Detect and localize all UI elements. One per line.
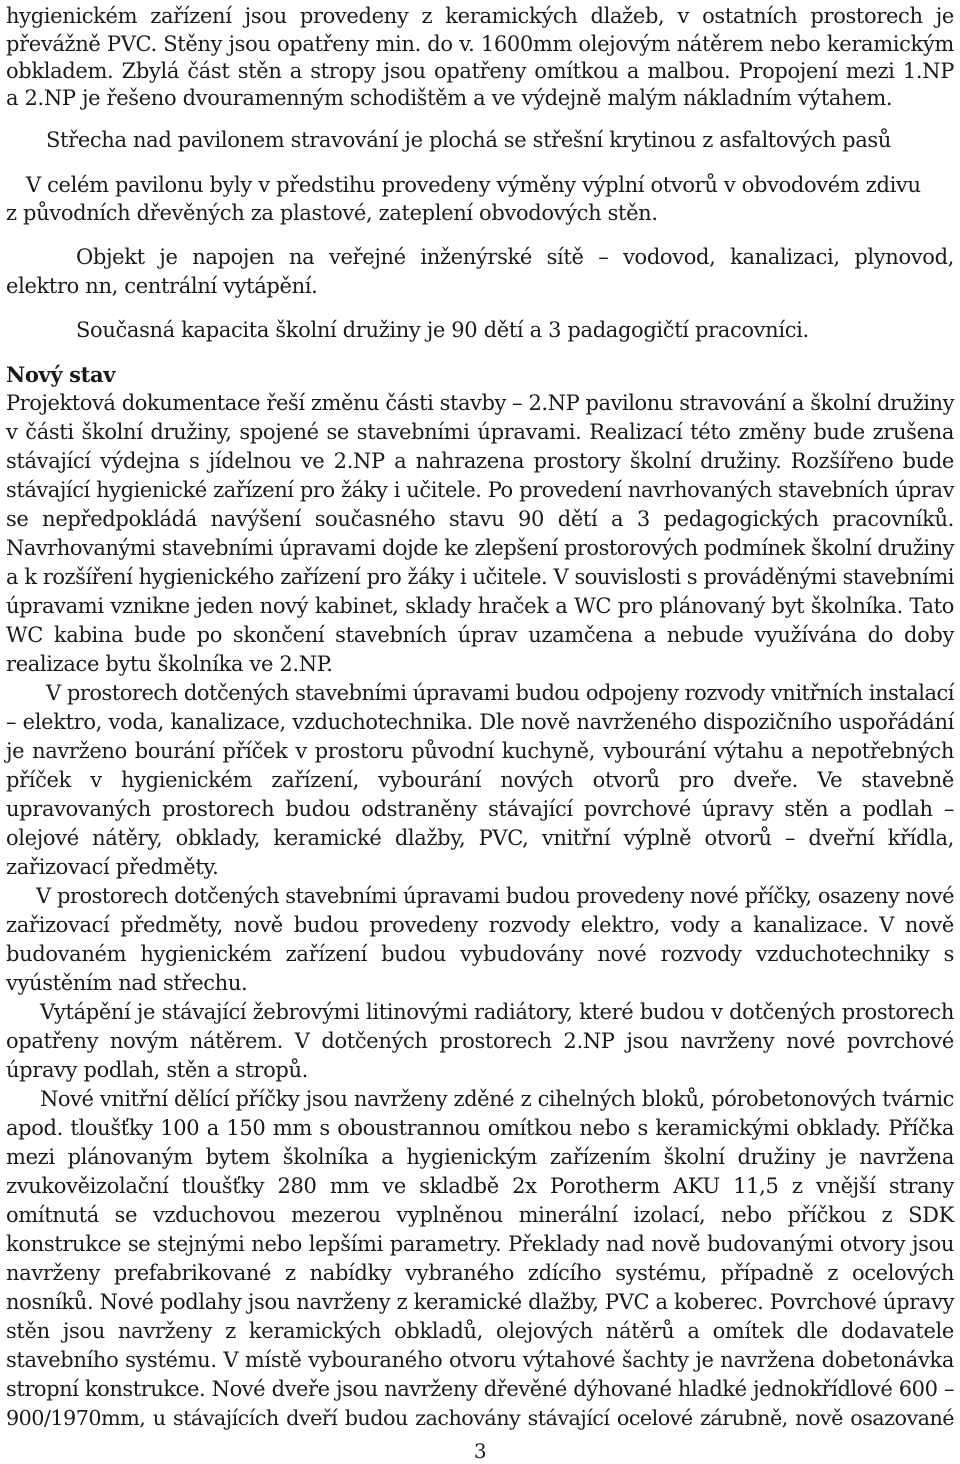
body-text-line: elektro nn, centrální vytápění. <box>6 274 318 298</box>
body-text-line: – elektro, voda, kanalizace, vzduchotechnika. Dle nově navrženého dispozičního uspořádání <box>6 710 954 734</box>
body-text-line: úpravy podlah, stěn a stropů. <box>6 1058 308 1082</box>
body-text-line: z původních dřevěných za plastové, zateplení obvodových stěn. <box>6 201 658 225</box>
body-text-line: Nové vnitřní dělící příčky jsou navrženy zděné z cihelných bloků, pórobetonových tvárnic <box>40 1087 954 1111</box>
body-text-line: V celém pavilonu byly v předstihu provedeny výměny výplní otvorů v obvodovém zdivu <box>26 173 921 197</box>
body-text-line: nosníků. Nové podlahy jsou navrženy z keramické dlažby, PVC a koberec. Povrchové úpravy <box>6 1290 955 1314</box>
body-text-line: V prostorech dotčených stavebními úpravami budou odpojeny rozvody vnitřních instalací <box>46 681 954 705</box>
body-text-line: stávající výdejna s jídelnou ve 2.NP a nahrazena prostory školní družiny. Rozšířeno bude <box>6 449 954 473</box>
body-text-line: Střecha nad pavilonem stravování je plochá se střešní krytinou z asfaltových pasů <box>46 128 891 152</box>
page-number: 3 <box>473 1439 487 1463</box>
body-text-line: Současná kapacita školní družiny je 90 dětí a 3 padagogičtí pracovníci. <box>76 318 809 342</box>
body-text-line: obkladem. Zbylá část stěn a stropy jsou opatřeny omítkou a malbou. Propojení mezi 1.NP <box>6 59 954 83</box>
section-heading: Nový stav <box>6 362 116 387</box>
body-text-line: omítnutá se vzduchovou mezerou vyplněnou minerální izolací, nebo příčkou z SDK <box>6 1203 954 1227</box>
body-text-line: je navrženo bourání příček v prostoru původní kuchyně, vybourání výtahu a nepotřebných <box>6 739 954 763</box>
body-text-line: stropní konstrukce. Nové dveře jsou navrženy dřevěné dýhované hladké jednokřídlové 600 – <box>6 1377 954 1401</box>
body-text-line: vyústěním nad střechu. <box>6 971 248 995</box>
body-text-line: 900/1970mm, u stávajících dveří budou zachovány stávající ocelové zárubně, nově osazované <box>6 1406 954 1430</box>
body-text-line: zařizovací předměty. <box>6 855 219 879</box>
body-text-line: zařizovací předměty, nově budou provedeny rozvody elektro, vody a kanalizace. V nově <box>6 913 954 937</box>
body-text-line: stěn jsou navrženy z keramických obkladů, olejových nátěrů a omítek dle dodavatele <box>6 1319 954 1343</box>
body-text-line: Objekt je napojen na veřejné inženýrské sítě – vodovod, kanalizaci, plynovod, <box>76 245 954 269</box>
body-text-line: stavebního systému. V místě vybouraného otvoru výtahové šachty je navržena dobetonávka <box>6 1348 954 1372</box>
body-text-line: Navrhovanými stavebními úpravami dojde ke zlepšení prostorových podmínek školní družiny <box>6 536 954 560</box>
body-text-line: v části školní družiny, spojené se stavebními úpravami. Realizací této změny bude zrušena <box>6 420 954 444</box>
body-text-line: Vytápění je stávající žebrovými litinovými radiátory, které budou v dotčených prostorech <box>40 1000 954 1024</box>
body-text-line: navrženy prefabrikované z nabídky vybraného zdícího systému, případně z ocelových <box>6 1261 954 1285</box>
body-text-line: se nepředpokládá navýšení současného stavu 90 dětí a 3 pedagogických pracovníků. <box>6 507 954 531</box>
body-text-line: mezi plánovaným bytem školníka a hygienickým zařízením školní družiny je navržena <box>6 1145 954 1169</box>
body-text-line: realizace bytu školníka ve 2.NP. <box>6 652 333 676</box>
body-text-line: úpravami vznikne jeden nový kabinet, sklady hraček a WC pro plánovaný byt školníka. Tato <box>6 594 954 618</box>
body-text-line: stávající hygienické zařízení pro žáky i učitele. Po provedení navrhovaných stavebních úprav <box>6 478 954 502</box>
body-text-line: WC kabina bude po skončení stavebních úprav uzamčena a nebude využívána do doby <box>6 623 954 647</box>
body-text-line: V prostorech dotčených stavebními úpravami budou provedeny nové příčky, osazeny nové <box>36 884 954 908</box>
body-text-line: hygienickém zařízení jsou provedeny z keramických dlažeb, v ostatních prostorech je <box>6 4 954 28</box>
body-text-line: konstrukce se stejnými nebo lepšími parametry. Překlady nad nově budovanými otvory jsou <box>6 1232 954 1256</box>
body-text-line: budovaném hygienickém zařízení budou vybudovány nové rozvody vzduchotechniky s <box>6 942 954 966</box>
body-text-line: apod. tloušťky 100 a 150 mm s oboustrannou omítkou nebo s keramickými obklady. Příčka <box>6 1116 954 1140</box>
body-text-line: převážně PVC. Stěny jsou opatřeny min. do v. 1600mm olejovým nátěrem nebo keramickým <box>6 32 954 56</box>
body-text-line: olejové nátěry, obklady, keramické dlažby, PVC, vnitřní výplně otvorů – dveřní křídla, <box>6 826 954 850</box>
body-text-line: opatřeny novým nátěrem. V dotčených prostorech 2.NP jsou navrženy nové povrchové <box>6 1029 954 1053</box>
body-text-line: zvukověizolační tloušťky 280 mm ve skladbě 2x Porotherm AKU 11,5 z vnější strany <box>6 1174 954 1198</box>
body-text-line: Projektová dokumentace řeší změnu části stavby – 2.NP pavilonu stravování a školní družiny <box>6 391 954 415</box>
body-text-line: a k rozšíření hygienického zařízení pro žáky i učitele. V souvislosti s prováděnými stavebními <box>6 565 954 589</box>
body-text-line: a 2.NP je řešeno dvouramenným schodištěm a ve výdejně malým nákladním výtahem. <box>6 86 893 110</box>
body-text-line: příček v hygienickém zařízení, vybourání nových otvorů pro dveře. Ve stavebně <box>6 768 954 792</box>
body-text-line: upravovaných prostorech budou odstraněny stávající povrchové úpravy stěn a podlah – <box>6 797 954 821</box>
